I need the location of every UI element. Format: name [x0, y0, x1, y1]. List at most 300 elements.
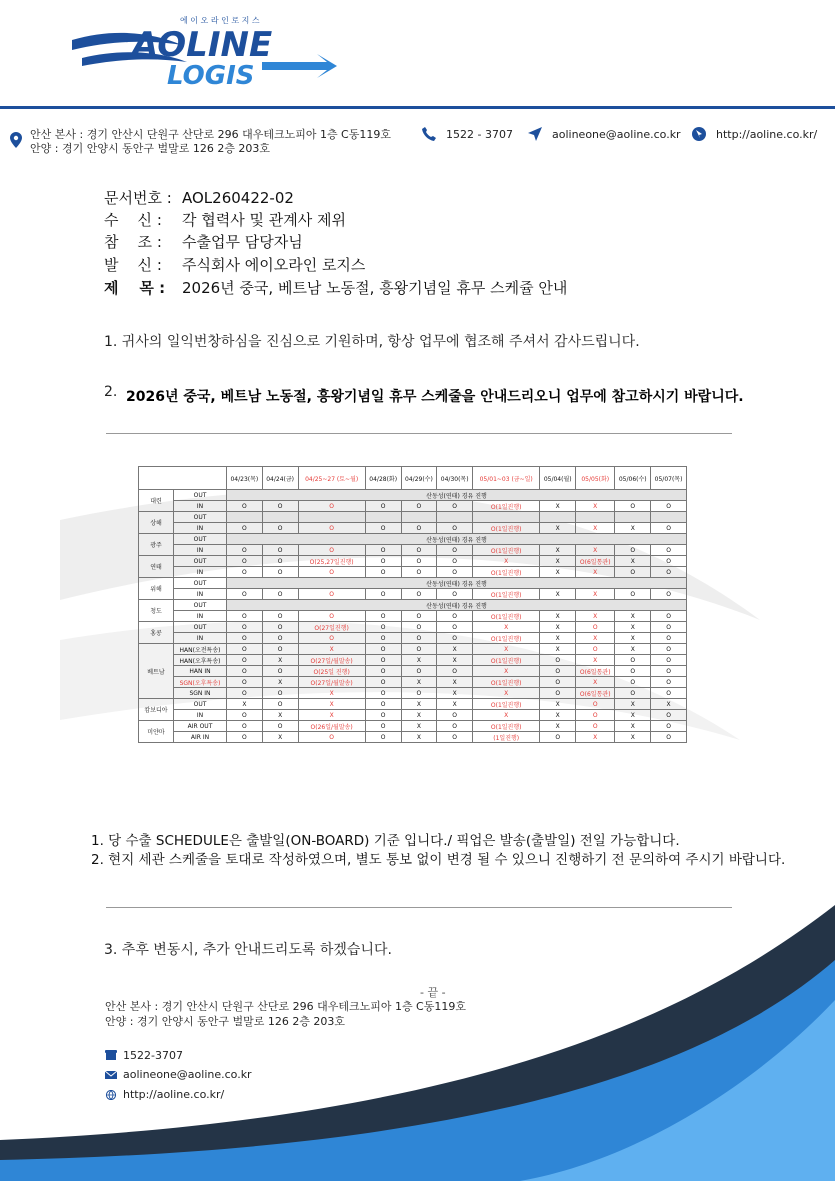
schedule-cell: O: [401, 556, 437, 567]
schedule-cell: O(1일진행): [473, 589, 540, 600]
schedule-cell: O: [365, 501, 401, 512]
type-cell: IN: [174, 567, 227, 578]
send-icon: [528, 127, 542, 141]
type-cell: OUT: [174, 556, 227, 567]
type-cell: SGN IN: [174, 688, 227, 699]
schedule-cell: X: [540, 644, 576, 655]
schedule-cell: X: [615, 732, 651, 743]
table-row: [139, 710, 687, 721]
schedule-cell: X: [262, 655, 298, 666]
schedule-cell: (1일진행): [473, 732, 540, 743]
schedule-cell: O: [651, 688, 687, 699]
schedule-cell: O: [262, 523, 298, 534]
schedule-cell: O: [576, 710, 615, 721]
from-row: [104, 255, 365, 275]
merged-note-cell: 산동성(연태) 경유 진행: [227, 490, 687, 501]
doc-number: AOL260422-02: [182, 189, 294, 207]
header-email[interactable]: aolineone@aoline.co.kr: [552, 128, 681, 141]
schedule-cell: O: [298, 633, 365, 644]
schedule-cell: O(1일진행): [473, 545, 540, 556]
schedule-cell: O: [651, 666, 687, 677]
mail-icon: [105, 1070, 117, 1080]
schedule-cell: X: [576, 545, 615, 556]
ref-label: 참 조 :: [104, 233, 162, 251]
schedule-cell: X: [473, 666, 540, 677]
type-cell: IN: [174, 611, 227, 622]
region-cell: 베트남: [139, 644, 174, 699]
schedule-cell: X: [615, 721, 651, 732]
schedule-cell: O(1일진행): [473, 633, 540, 644]
schedule-cell: X: [615, 556, 651, 567]
schedule-cell: O: [227, 644, 263, 655]
schedule-cell: O: [651, 732, 687, 743]
schedule-cell: O: [365, 699, 401, 710]
schedule-cell: O: [615, 655, 651, 666]
schedule-cell: X: [437, 644, 473, 655]
schedule-cell: O(6일통관): [576, 666, 615, 677]
schedule-cell: X: [437, 699, 473, 710]
schedule-cell: [227, 512, 263, 523]
schedule-cell: O: [365, 622, 401, 633]
schedule-cell: X: [576, 633, 615, 644]
schedule-cell: O: [651, 710, 687, 721]
footer-phone: 1522-3707: [123, 1049, 183, 1062]
schedule-cell: X: [615, 611, 651, 622]
merged-note-cell: 산동성(연태) 경유 진행: [227, 600, 687, 611]
schedule-cell: O: [540, 666, 576, 677]
region-cell: 연태: [139, 556, 174, 578]
logo-korean: 에 이 오 라 인 로 지 스: [180, 16, 260, 25]
cursor-globe-icon: [692, 127, 706, 141]
table-row: [139, 611, 687, 622]
table-row: [139, 622, 687, 633]
footer-website[interactable]: http://aoline.co.kr/: [123, 1088, 225, 1101]
schedule-cell: O(6일통관): [576, 688, 615, 699]
schedule-cell: O: [401, 501, 437, 512]
schedule-cell: O: [401, 622, 437, 633]
logo-line1: AOLINE: [132, 25, 273, 65]
schedule-cell: X: [540, 501, 576, 512]
schedule-cell: O: [651, 622, 687, 633]
schedule-cell: X: [298, 710, 365, 721]
type-cell: OUT: [174, 490, 227, 501]
company-logo: [72, 10, 342, 90]
schedule-cell: X: [473, 710, 540, 721]
schedule-cell: X: [540, 622, 576, 633]
region-cell: 상해: [139, 512, 174, 534]
schedule-cell: O: [651, 589, 687, 600]
schedule-cell: O: [576, 721, 615, 732]
schedule-cell: O(1일진행): [473, 611, 540, 622]
type-cell: OUT: [174, 699, 227, 710]
schedule-cell: X: [615, 523, 651, 534]
schedule-cell: X: [576, 523, 615, 534]
schedule-cell: O(27일/월말송): [298, 655, 365, 666]
table-row: [139, 534, 687, 545]
schedule-cell: O: [437, 633, 473, 644]
to-row: [104, 210, 346, 230]
schedule-cell: O: [262, 633, 298, 644]
date-header: 05/07(목): [651, 467, 687, 490]
schedule-cell: O: [365, 666, 401, 677]
schedule-cell: O(1일진행): [473, 699, 540, 710]
schedule-cell: O: [227, 710, 263, 721]
schedule-cell: O: [227, 501, 263, 512]
schedule-cell: O: [651, 721, 687, 732]
schedule-cell: O: [437, 622, 473, 633]
schedule-cell: O: [227, 677, 263, 688]
date-header: 04/28(화): [365, 467, 401, 490]
footer-email[interactable]: aolineone@aoline.co.kr: [123, 1068, 252, 1081]
header-address: [30, 128, 391, 156]
schedule-cell: O: [540, 655, 576, 666]
schedule-cell: O: [651, 556, 687, 567]
paragraph-2-number: 2.: [104, 384, 118, 400]
schedule-cell: O: [262, 611, 298, 622]
schedule-cell: O(1일진행): [473, 655, 540, 666]
table-body: [139, 490, 687, 743]
telephone-icon: [105, 1050, 117, 1060]
schedule-cell: X: [540, 523, 576, 534]
schedule-cell: [651, 512, 687, 523]
schedule-cell: X: [401, 732, 437, 743]
ref-row: [104, 232, 303, 252]
schedule-cell: O: [401, 688, 437, 699]
schedule-cell: X: [473, 688, 540, 699]
schedule-cell: O: [615, 545, 651, 556]
schedule-cell: O: [227, 556, 263, 567]
region-cell: 홍콩: [139, 622, 174, 644]
table-row: [139, 501, 687, 512]
table-row: [139, 589, 687, 600]
schedule-cell: O: [401, 567, 437, 578]
schedule-cell: O: [615, 567, 651, 578]
schedule-cell: O: [365, 688, 401, 699]
schedule-cell: X: [615, 644, 651, 655]
schedule-cell: O: [401, 589, 437, 600]
footer-address-line2: 안양 : 경기 안양시 동안구 벌말로 126 2층 203호: [105, 1015, 346, 1028]
schedule-cell: X: [540, 589, 576, 600]
schedule-cell: X: [615, 622, 651, 633]
paragraph-1: 1. 귀사의 일익번창하심을 진심으로 기원하며, 항상 업무에 협조해 주셔서 감사드립니다.: [104, 334, 640, 350]
logo-line2: LOGIS: [167, 61, 255, 90]
to-value: 각 협력사 및 관계사 제위: [182, 211, 346, 229]
schedule-cell: X: [576, 501, 615, 512]
type-cell: OUT: [174, 622, 227, 633]
schedule-cell: [576, 512, 615, 523]
type-cell: OUT: [174, 534, 227, 545]
schedule-cell: X: [615, 710, 651, 721]
date-header: 04/29(수): [401, 467, 437, 490]
region-cell: 청도: [139, 600, 174, 622]
table-row: [139, 688, 687, 699]
schedule-cell: X: [576, 589, 615, 600]
schedule-cell: O: [651, 523, 687, 534]
schedule-cell: O: [365, 677, 401, 688]
footer-address-line1: 안산 본사 : 경기 안산시 단원구 산단로 296 대우테크노피아 1층 C동119호: [105, 1000, 466, 1013]
schedule-cell: O: [227, 622, 263, 633]
schedule-cell: O: [298, 567, 365, 578]
schedule-cell: X: [576, 677, 615, 688]
schedule-cell: O: [365, 644, 401, 655]
schedule-cell: X: [540, 633, 576, 644]
schedule-cell: O: [437, 721, 473, 732]
schedule-cell: O: [615, 501, 651, 512]
schedule-cell: O: [298, 501, 365, 512]
schedule-cell: [437, 512, 473, 523]
date-header: 05/01~03 (금~일): [473, 467, 540, 490]
type-cell: SGN(오후특송): [174, 677, 227, 688]
header-address-line1: 안산 본사 : 경기 안산시 단원구 산단로 296 대우테크노피아 1층 C동119호: [30, 128, 391, 141]
schedule-cell: O: [227, 666, 263, 677]
schedule-cell: O: [298, 523, 365, 534]
phone-icon: [422, 127, 436, 141]
schedule-cell: X: [576, 655, 615, 666]
header-website[interactable]: http://aoline.co.kr/: [716, 128, 818, 141]
table-row: [139, 721, 687, 732]
schedule-cell: X: [298, 699, 365, 710]
note-2: 2. 현지 세관 스케줄을 토대로 작성하였으며, 별도 통보 없이 변경 될 수 있으니 진행하기 전 문의하여 주시기 바랍니다.: [91, 852, 786, 868]
schedule-cell: O: [227, 545, 263, 556]
schedule-cell: X: [576, 611, 615, 622]
schedule-cell: O: [576, 644, 615, 655]
from-value: 주식회사 에이오라인 로지스: [182, 256, 366, 274]
date-header: 05/06(수): [615, 467, 651, 490]
table-row: [139, 490, 687, 501]
table-row: [139, 578, 687, 589]
schedule-cell: O: [365, 611, 401, 622]
schedule-cell: X: [576, 732, 615, 743]
schedule-cell: X: [298, 688, 365, 699]
schedule-cell: O: [365, 721, 401, 732]
from-label: 발 신 :: [104, 256, 162, 274]
schedule-cell: O: [298, 545, 365, 556]
table-row: [139, 677, 687, 688]
schedule-cell: X: [540, 545, 576, 556]
schedule-cell: O: [365, 545, 401, 556]
schedule-cell: X: [262, 677, 298, 688]
subject-label: 제 목 :: [104, 279, 166, 297]
schedule-cell: O: [365, 633, 401, 644]
schedule-cell: X: [262, 732, 298, 743]
schedule-cell: [615, 512, 651, 523]
schedule-cell: O(1일진행): [473, 523, 540, 534]
schedule-cell: O: [262, 567, 298, 578]
schedule-cell: O: [437, 545, 473, 556]
schedule-cell: O: [365, 523, 401, 534]
schedule-cell: O(27일/월말송): [298, 677, 365, 688]
table-row: [139, 523, 687, 534]
schedule-cell: O: [540, 677, 576, 688]
schedule-cell: O(26일/월말송): [298, 721, 365, 732]
schedule-cell: X: [540, 556, 576, 567]
schedule-cell: O: [615, 589, 651, 600]
location-pin-icon: [10, 132, 22, 148]
schedule-cell: X: [401, 655, 437, 666]
schedule-cell: X: [540, 710, 576, 721]
note-1: 1. 당 수출 SCHEDULE은 출발일(ON-BOARD) 기준 입니다./ 픽업은 발송(출발일) 전일 가능합니다.: [91, 833, 680, 849]
type-cell: AIR IN: [174, 732, 227, 743]
divider-bottom: [106, 907, 732, 908]
schedule-cell: O: [227, 655, 263, 666]
schedule-cell: O: [262, 699, 298, 710]
table-row: [139, 644, 687, 655]
paragraph-2: 2026년 중국, 베트남 노동절, 흥왕기념일 휴무 스케줄을 안내드리오니 업무에 참고하시기 바랍니다.: [126, 389, 744, 405]
schedule-cell: O: [262, 556, 298, 567]
schedule-cell: [540, 512, 576, 523]
schedule-cell: O: [227, 523, 263, 534]
region-cell: 캄보디아: [139, 699, 174, 721]
schedule-cell: X: [401, 721, 437, 732]
schedule-cell: X: [473, 622, 540, 633]
type-cell: AIR OUT: [174, 721, 227, 732]
header-rule: [0, 106, 835, 109]
type-cell: IN: [174, 710, 227, 721]
schedule-cell: O: [365, 732, 401, 743]
type-cell: IN: [174, 523, 227, 534]
schedule-cell: X: [540, 567, 576, 578]
end-mark: - 끝 -: [420, 986, 446, 999]
schedule-cell: O: [262, 501, 298, 512]
globe-icon: [105, 1090, 117, 1100]
table-row: [139, 699, 687, 710]
type-cell: IN: [174, 589, 227, 600]
schedule-cell: O(6일통관): [576, 556, 615, 567]
schedule-cell: O: [227, 589, 263, 600]
schedule-cell: X: [540, 699, 576, 710]
schedule-cell: O: [576, 622, 615, 633]
type-cell: OUT: [174, 578, 227, 589]
region-cell: 광주: [139, 534, 174, 556]
schedule-cell: O: [651, 633, 687, 644]
schedule-cell: X: [540, 611, 576, 622]
date-header: 04/23(목): [227, 467, 263, 490]
schedule-cell: O: [437, 589, 473, 600]
region-cell: 미얀마: [139, 721, 174, 743]
schedule-cell: O: [437, 732, 473, 743]
type-cell: OUT: [174, 600, 227, 611]
schedule-cell: O: [651, 501, 687, 512]
schedule-cell: X: [615, 699, 651, 710]
schedule-cell: O: [576, 699, 615, 710]
schedule-cell: O: [227, 732, 263, 743]
schedule-cell: O: [401, 644, 437, 655]
header-address-line2: 안양 : 경기 안양시 동안구 벌말로 126 2층 203호: [30, 142, 271, 155]
schedule-cell: O(25,27일진행): [298, 556, 365, 567]
schedule-cell: O: [437, 556, 473, 567]
schedule-cell: O: [262, 721, 298, 732]
type-cell: HAN(오전특송): [174, 644, 227, 655]
schedule-cell: X: [540, 721, 576, 732]
schedule-cell: O: [227, 688, 263, 699]
schedule-cell: O(1일진행): [473, 567, 540, 578]
merged-note-cell: 산동성(연태) 경유 진행: [227, 578, 687, 589]
date-header: 04/25~27 (토~월): [298, 467, 365, 490]
schedule-cell: O: [227, 611, 263, 622]
date-header: 04/24(금): [262, 467, 298, 490]
schedule-cell: O: [651, 545, 687, 556]
schedule-cell: O: [262, 545, 298, 556]
schedule-cell: O: [651, 677, 687, 688]
table-row: [139, 545, 687, 556]
schedule-cell: O: [401, 523, 437, 534]
region-cell: 대련: [139, 490, 174, 512]
schedule-cell: O: [262, 589, 298, 600]
table-corner: [139, 467, 227, 490]
type-cell: IN: [174, 501, 227, 512]
schedule-cell: O(1일진행): [473, 501, 540, 512]
date-header: 04/30(목): [437, 467, 473, 490]
schedule-cell: O(25일 진행): [298, 666, 365, 677]
table-row: [139, 556, 687, 567]
schedule-cell: O: [615, 688, 651, 699]
type-cell: IN: [174, 633, 227, 644]
schedule-cell: O: [437, 523, 473, 534]
table-row: [139, 567, 687, 578]
schedule-cell: O: [651, 611, 687, 622]
schedule-cell: X: [401, 710, 437, 721]
table-row: [139, 666, 687, 677]
table-header-row: [139, 467, 687, 490]
schedule-cell: O: [262, 688, 298, 699]
to-label: 수 신 :: [104, 211, 162, 229]
schedule-cell: O: [262, 666, 298, 677]
schedule-cell: O: [437, 666, 473, 677]
type-cell: OUT: [174, 512, 227, 523]
schedule-cell: X: [615, 633, 651, 644]
schedule-cell: O: [365, 567, 401, 578]
schedule-cell: O: [365, 710, 401, 721]
schedule-cell: X: [227, 699, 263, 710]
schedule-cell: O: [401, 611, 437, 622]
schedule-cell: X: [262, 710, 298, 721]
schedule-cell: O: [651, 655, 687, 666]
schedule-cell: O: [615, 666, 651, 677]
schedule-cell: [262, 512, 298, 523]
schedule-cell: O(1일진행): [473, 721, 540, 732]
schedule-cell: O: [227, 721, 263, 732]
type-cell: HAN(오후특송): [174, 655, 227, 666]
subject-row: [104, 278, 567, 298]
schedule-cell: O: [651, 567, 687, 578]
type-cell: HAN IN: [174, 666, 227, 677]
type-cell: IN: [174, 545, 227, 556]
schedule-cell: [473, 512, 540, 523]
date-header: 05/05(화): [576, 467, 615, 490]
region-cell: 위해: [139, 578, 174, 600]
schedule-cell: O: [401, 666, 437, 677]
schedule-cell: O: [437, 567, 473, 578]
schedule-cell: X: [401, 677, 437, 688]
schedule-cell: [365, 512, 401, 523]
doc-number-label: 문서번호 :: [104, 189, 172, 207]
schedule-cell: X: [473, 556, 540, 567]
schedule-cell: O: [298, 589, 365, 600]
schedule-cell: O: [437, 611, 473, 622]
schedule-cell: X: [437, 677, 473, 688]
schedule-cell: X: [437, 688, 473, 699]
schedule-cell: [298, 512, 365, 523]
schedule-cell: O: [227, 633, 263, 644]
schedule-cell: X: [651, 699, 687, 710]
schedule-cell: O: [401, 545, 437, 556]
table-row: [139, 512, 687, 523]
schedule-cell: [401, 512, 437, 523]
schedule-cell: O: [298, 732, 365, 743]
schedule-cell: O: [227, 567, 263, 578]
ref-value: 수출업무 담당자님: [182, 233, 303, 251]
doc-number-row: [104, 188, 294, 208]
